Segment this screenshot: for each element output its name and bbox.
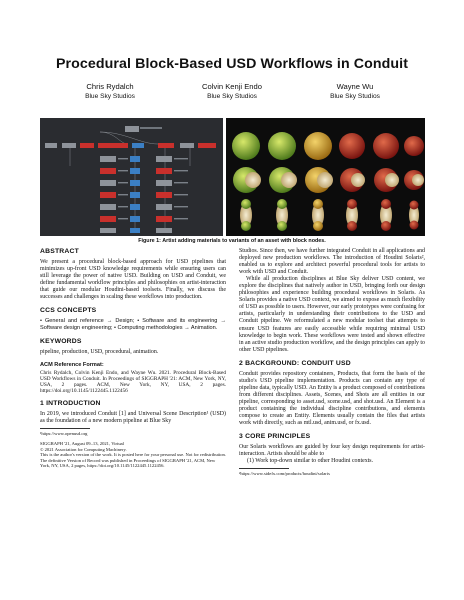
core-principles-text: Our Solaris workflows are guided by four key design requirements for artist-interaction. Artists should be able to — [239, 444, 425, 458]
abstract-text: We present a procedural block-based approach for USD pipelines that minimizes up-front USD knowledge requirements while ensuring users can still leverage the power of native USD. Building on USD and Conduit, we define fundamental workflow principles and philosophies on artist-interaction that guide our modular Houdini-based toolsets. Finally, we discuss the successes and challenges in scaling these workflows into production. — [40, 259, 226, 301]
teaser-figure — [40, 118, 425, 236]
keywords-text: pipeline, production, USD, procedural, animation. — [40, 349, 159, 356]
ccs-heading: CCS CONCEPTS — [40, 307, 97, 315]
intro-continued: Studios. Since then, we have further integrated Conduit in all applications and deployed new production workflows. The introduction of Houdini Solaris², enabled us to explore and architect powerful procedural tools for artists to work with USD and Conduit. — [239, 248, 425, 276]
paper-title: Procedural Block-Based USD Workflows in Conduit — [55, 56, 409, 72]
author-3 — [305, 82, 405, 102]
introduction-heading: 1 INTRODUCTION — [40, 399, 101, 407]
background-text: Conduit provides repository containers, Products, that form the basis of the studio's USD pipeline implementation. Products can contain any type of pipeline data, typically USD. An Entity is a product composed of contributions from different disciplines. Assets, Scenes, and Shots are all entities in our pipeline, corresponding to asset.usd, scene.usd, and shot.usd. An Element is a product containing the individual discipline contributions, and elements compose to create an Entity. Elements usually contain the files that artists work with directly, such as mtl.usd, anim.usd, or fx.usd. — [239, 370, 426, 427]
author-1 — [60, 82, 160, 102]
figure-caption: Figure 1: Artist adding materials to variants of an asset with block nodes. — [138, 238, 326, 244]
footnote-rule — [239, 468, 289, 469]
core-principles-heading: 3 CORE PRINCIPLES — [239, 433, 311, 441]
author-affiliation: Blue Sky Studios — [330, 93, 380, 100]
left-column — [40, 248, 226, 468]
author-2 — [182, 82, 282, 102]
introduction-text: In 2019, we introduced Conduit [1] and Universal Scene Description¹ (USD) as the foundation of a new modern pipeline at Blue Sky — [40, 410, 226, 424]
intro-paragraph-2: While all production disciplines at Blue Sky deliver USD content, we explore the disciplines that natively author in USD, bringing forth our design philosophies and experience building procedural workflows in Solaris. As Solaris provides a native USD context, we aimed to expose as much flexibility of USD as possible to users. However, our early prototypes were confusing for artists, particularly in understanding their contributions to the USD and Conduit pipeline. We reformulated a new modular toolset that attempts to ensure USD features are easily accessible while requiring minimal USD knowledge to begin work. These workflows were tested and shown effective in an active studio production workflow, and the design principles can apply to other USD pipelines. — [239, 276, 425, 353]
principle-item-1: (1) Work top-down similar to other Houdini contexts. — [247, 458, 374, 465]
acm-reference-heading: ACM Reference Format: — [40, 362, 104, 369]
acm-reference-text: Chris Rydalch, Colvin Kenji Endo, and Wayne Wu. 2021. Procedural Block-Based USD Workflows in Conduit. In Proceedings of SIGGRAPH '21: ACM, New York, NY, USA, 2 pages. ACM, New York, NY, USA, 2 pages. https://doi.org/10.1145/1122445.1122456 — [40, 369, 226, 394]
keywords-heading: KEYWORDS — [40, 338, 82, 346]
copyright-block: SIGGRAPH '21, August 09–13, 2021, Virtual © 2021 Association for Computing Machinery. This is the author's version of the work. It is posted here for your personal use. Not for redistribution. The definitive Version of Record was published in Proceedings of SIGGRAPH '21, ACM, New York, NY, USA, 2 pages, https://doi.org/10.1145/1122445.1122456. — [40, 441, 226, 469]
background-heading: 2 BACKGROUND: CONDUIT USD — [239, 359, 351, 367]
author-name: Colvin Kenji Endo — [202, 82, 262, 91]
author-name: Chris Rydalch — [86, 82, 134, 91]
author-affiliation: Blue Sky Studios — [85, 93, 135, 100]
abstract-heading: ABSTRACT — [40, 248, 79, 255]
footnote-1: ¹https://www.openusd.org — [40, 431, 88, 437]
footnote-rule — [40, 428, 90, 429]
right-column — [239, 248, 425, 477]
author-name: Wayne Wu — [336, 82, 374, 91]
author-affiliation: Blue Sky Studios — [207, 93, 257, 100]
ccs-concepts: • General and reference → Design; • Software and its engineering → Software design engineering; • Computing methodologies → Animation. — [40, 318, 226, 332]
footnote-2: ²https://www.sidefx.com/products/houdini/solaris — [239, 471, 330, 477]
